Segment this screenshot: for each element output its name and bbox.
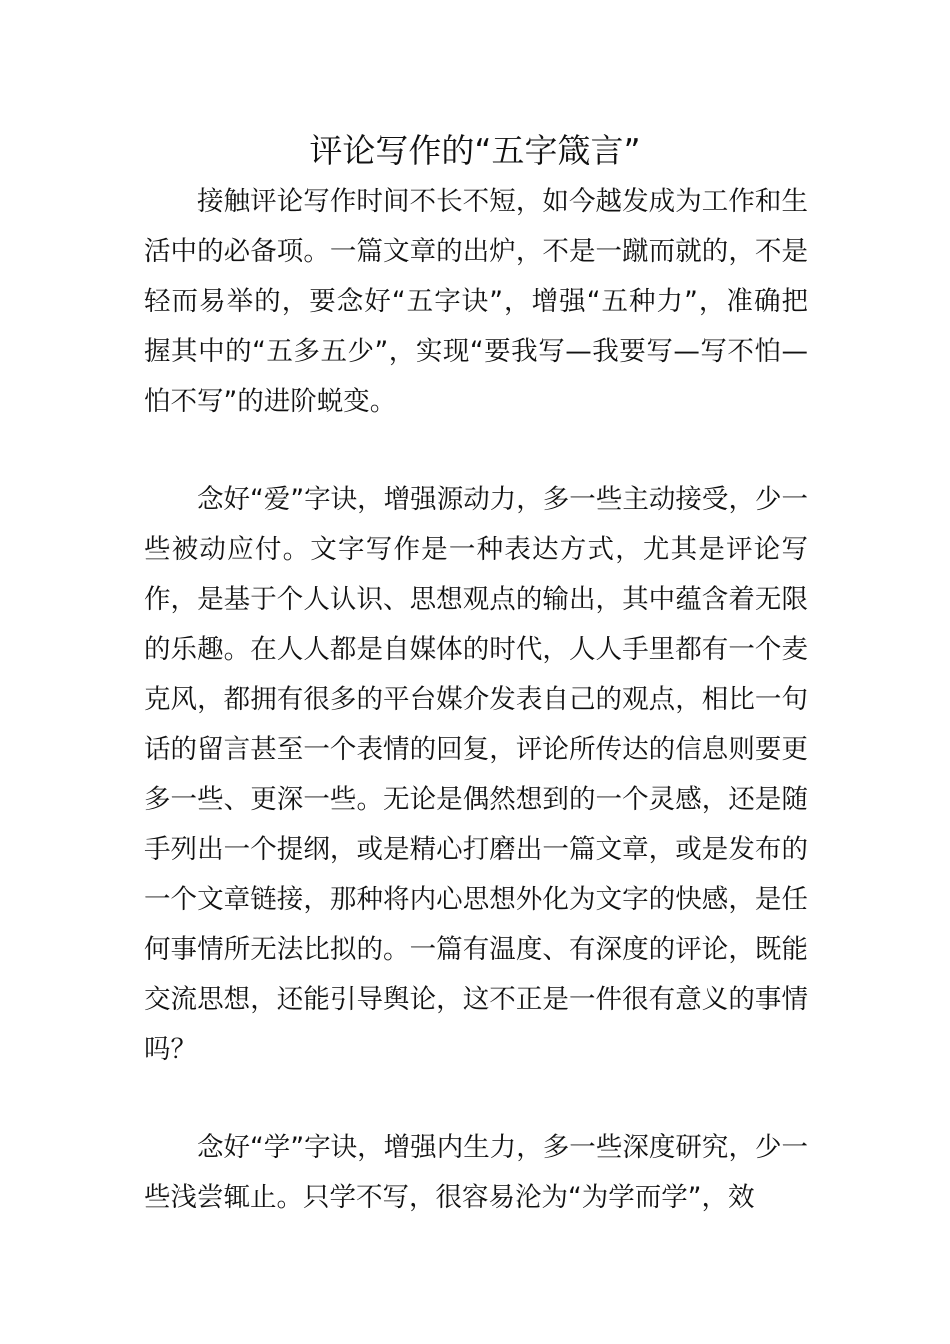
paragraph-xue-zi-jue: 念好“学”字诀，增强内生力，多一些深度研究，少一些浅尝辄止。只学不写，很容易沦为“为学而学”，效 (144, 1132, 808, 1213)
paragraph-intro: 接触评论写作时间不长不短，如今越发成为工作和生活中的必备项。一篇文章的出炉，不是一蹴而就的，不是轻而易举的，要念好“五字诀”，增强“五种力”，准确把握其中的“五多五少”，实现“要我写—我要写—写不怕—怕不写”的进阶蜕变。 (144, 186, 808, 417)
document-title: 评论写作的“五字箴言” (309, 131, 641, 170)
paragraph-ai-zi-jue: 念好“爱”字诀，增强源动力，多一些主动接受，少一些被动应付。文字写作是一种表达方式，尤其是评论写作，是基于个人认识、思想观点的输出，其中蕴含着无限的乐趣。在人人都是自媒体的时代，人人手里都有一个麦克风，都拥有很多的平台媒介发表自己的观点，相比一句话的留言甚至一个表情的回复，评论所传达的信息则要更多一些、更深一些。无论是偶然想到的一个灵感，还是随手列出一个提纲，或是精心打磨出一篇文章，或是发布的一个文章链接，那种将内心思想外化为文字的快感，是任何事情所无法比拟的。一篇有温度、有深度的评论，既能交流思想，还能引导舆论，这不正是一件很有意义的事情吗？ (144, 484, 808, 1065)
